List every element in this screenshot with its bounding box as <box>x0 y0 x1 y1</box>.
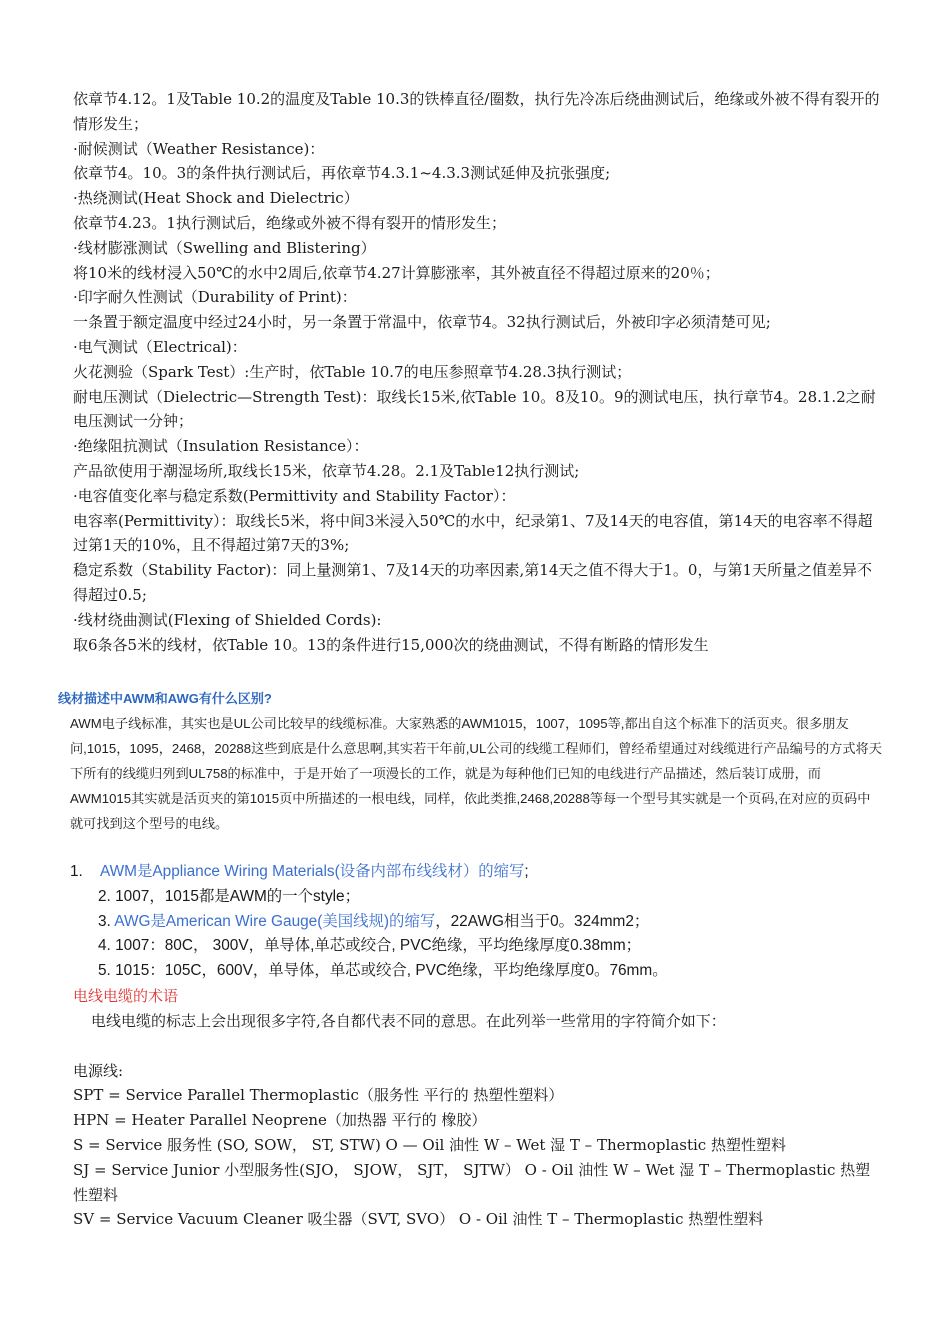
power-cord-subhead: 电源线: <box>73 1061 124 1080</box>
awm-definition: AWM是Appliance Wiring Materials(设备内部布线线材）的缩写 <box>99 863 525 880</box>
text-line: 依章节4.23。1执行测试后，绝缘或外被不得有裂开的情形发生； <box>73 213 506 232</box>
list-item-1 <box>70 860 890 885</box>
text-line: 火花测验（Spark Test）:生产时，依Table 10.7的电压参照章节4.28.3执行测试； <box>73 362 632 381</box>
text-line: 取6条各5米的线材，依Table 10。13的条件进行15,000次的绕曲测试，不得有断路的情形发生 <box>73 635 709 654</box>
text-line: 稳定系数（Stability Factor)：同上量测第1、7及14天的功率因素,第14天之值不得大于1。0，与第1天所量之值差异不得超过0.5; <box>73 561 872 604</box>
text-line: ·线材膨涨测试（Swelling and Blistering） <box>73 238 376 257</box>
test-requirements-section <box>73 87 883 657</box>
awg-definition: AWG是American Wire Gauge(美国线规)的缩写 <box>114 912 436 930</box>
text-line: 耐电压测试（Dielectric—Strength Test)：取线长15米,依Table 10。8及10。9的测试电压，执行章节4。28.1.2之耐电压测试一分钟； <box>73 387 876 431</box>
awm-awg-list <box>70 860 890 984</box>
text-line: ·耐候测试（Weather Resistance)： <box>73 139 325 158</box>
list-item-3 <box>70 910 890 935</box>
list-item-2: 2. 1007，1015都是AWM的一个style； <box>98 887 361 905</box>
text-line: ·线材绕曲测试(Flexing of Shielded Cords): <box>73 610 382 629</box>
term-line: HPN = Heater Parallel Neoprene（加热器 平行的 橡胶） <box>73 1111 487 1130</box>
text-line: 依章节4。10。3的条件执行测试后，再依章节4.3.1~4.3.3测试延伸及抗张强度; <box>73 164 611 183</box>
list-item-4: 4. 1007：80C， 300V，单导体,单芯或绞合, PVC绝缘，平均绝缘厚度0.38mm； <box>98 937 642 955</box>
awm-awg-heading: 线材描述中AWM和AWG有什么区别? <box>58 691 272 706</box>
text-line: ·印字耐久性测试（Durability of Print)： <box>73 288 357 307</box>
text-line: ·电气测试（Electrical)： <box>73 337 247 356</box>
terminology-section <box>73 1009 883 1232</box>
term-line: S = Service 服务性 (SO, SOW， ST, STW) O — Oil 油性 W – Wet 湿 T – Thermoplastic 热塑性塑料 <box>73 1135 786 1154</box>
text-line: 电容率(Permittivity）：取线长5米，将中间3米浸入50℃的水中，纪录第1、7及14天的电容值，第14天的电容率不得超过第1天的10%，且不得超过第7天的3%; <box>73 511 873 555</box>
term-line: SV = Service Vacuum Cleaner 吸尘器（SVT, SVO） O - Oil 油性 T – Thermoplastic 热塑性塑料 <box>73 1210 764 1229</box>
text-line: ·绝缘阻抗测试（Insulation Resistance）： <box>73 437 369 456</box>
text-line: 产品欲使用于潮湿场所,取线长15米，依章节4.28。2.1及Table12执行测试; <box>73 461 580 480</box>
text-line: 依章节4.12。1及Table 10.2的温度及Table 10.3的铁棒直径/圈数，执行先冷冻后绕曲测试后，绝缘或外被不得有裂开的情形发生； <box>73 90 880 133</box>
term-line: SPT = Service Parallel Thermoplastic（服务性 平行的 热塑性塑料） <box>73 1086 564 1105</box>
list-item-5: 5. 1015：105C，600V，单导体，单芯或绞合, PVC绝缘，平均绝缘厚度0。76mm。 <box>98 962 668 980</box>
terminology-title: 电线电缆的术语 <box>73 987 179 1005</box>
terminology-intro: 电线电缆的标志上会出现很多字符,各自都代表不同的意思。在此列举一些常用的字符简介如下： <box>91 1012 726 1030</box>
list-tail: ; <box>524 863 529 880</box>
list-tail: ，22AWG相当于0。324mm2； <box>435 912 650 930</box>
list-number: 3. <box>98 912 115 930</box>
awm-description <box>70 711 882 836</box>
list-number: 1. <box>70 863 83 880</box>
term-line: SJ = Service Junior 小型服务性(SJO， SJOW， SJT， SJTW） O - Oil 油性 W – Wet 湿 T – Thermoplastic 热塑性塑料 <box>73 1160 871 1204</box>
text-line: ·电容值变化率与稳定系数(Permittivity and Stability Factor）： <box>73 486 516 505</box>
spacer <box>73 1034 883 1059</box>
text-line: 将10米的线材浸入50℃的水中2周后,依章节4.27计算膨涨率，其外被直径不得超过原来的20％； <box>73 263 720 282</box>
awm-paragraph: AWM电子线标准，其实也是UL公司比较早的线缆标准。大家熟悉的AWM1015，1007，1095等,都出自这个标准下的活页夹。很多朋友问,1015，1095，2468，20288这些到底是什么意思啊,其实若干年前,UL公司的线缆工程师们，曾经希望通过对线缆进行产品编号的方式将天下所有的线缆归列到UL758的标准中，于是开始了一项漫长的工作，就是为每种他们已知的电线进行产品描述，然后装订成册，而AWM1015其实就是活页夹的第1015页中所描述的一根电线，同样，依此类推,2468,20288等每一个型号其实就是一个页码,在对应的页码中就可找到这个型号的电线。 <box>70 716 882 831</box>
text-line: ·热绕测试(Heat Shock and Dielectric） <box>73 189 359 208</box>
text-line: 一条置于额定温度中经过24小时，另一条置于常温中，依章节4。32执行测试后，外被印字必须清楚可见; <box>73 313 771 332</box>
